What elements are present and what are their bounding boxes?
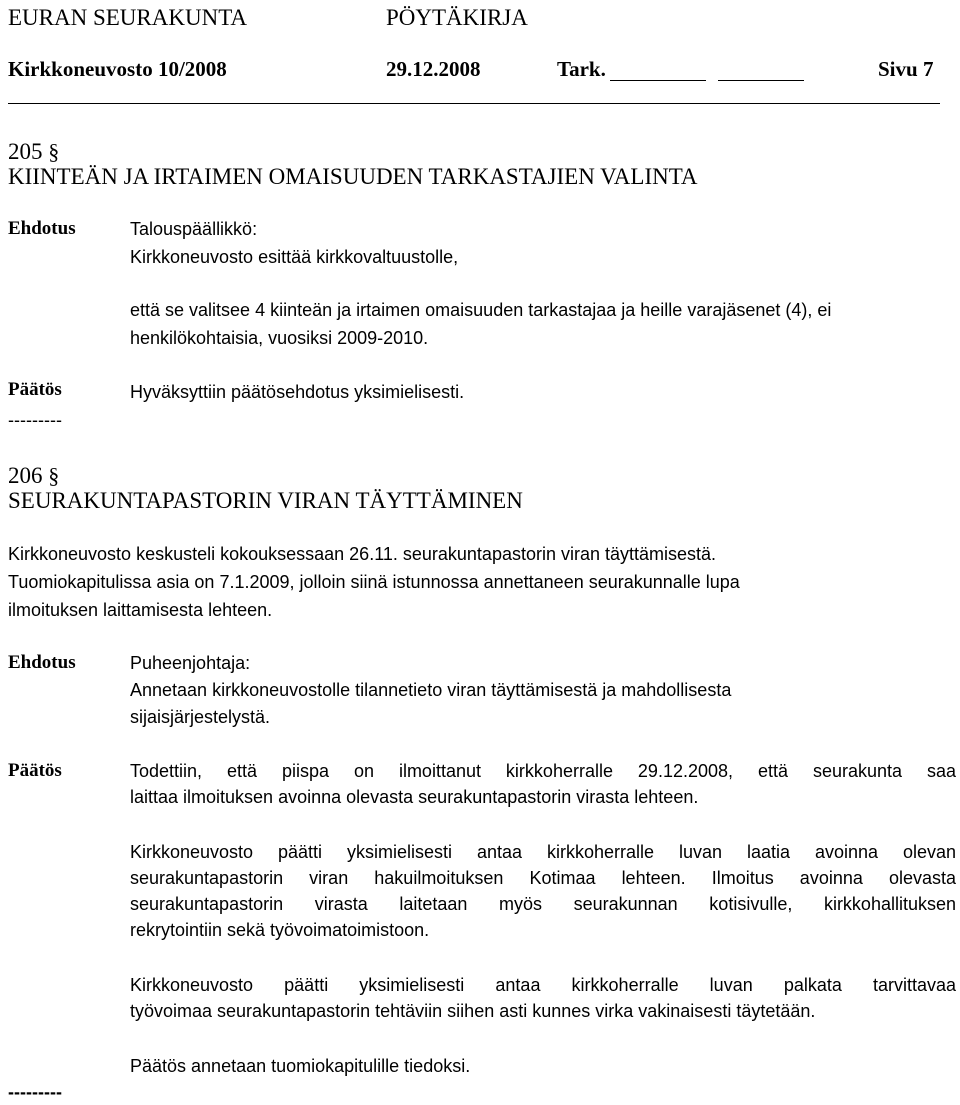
paatos-paragraph-1 <box>130 758 956 810</box>
meeting-body: Kirkkoneuvosto 10/2008 <box>8 57 227 81</box>
doc-type: PÖYTÄKIRJA <box>386 5 528 30</box>
meeting-date: 29.12.2008 <box>386 57 481 81</box>
paatos-paragraph-4: Päätös annetaan tuomiokapitulille tiedoksi. <box>130 1056 471 1076</box>
ehdotus-line: henkilökohtaisia, vuosiksi 2009-2010. <box>130 328 429 348</box>
section-206-number: 206 § <box>8 463 60 488</box>
checked-label: Tark. <box>557 57 606 81</box>
ehdotus-label: Ehdotus <box>8 652 76 673</box>
paragraph-line: Kirkkoneuvosto päätti yksimielisesti antaa kirkkoherralle luvan laatia avoinna olevan <box>130 842 956 862</box>
header-rule <box>8 103 940 104</box>
paragraph-line: Kirkkoneuvosto päätti yksimielisesti antaa kirkkoherralle luvan palkata tarvittavaa <box>130 975 956 995</box>
section-end-dashes: --------- <box>8 410 62 430</box>
section-symbol: § <box>48 463 60 488</box>
org-name: EURAN SEURAKUNTA <box>8 5 248 30</box>
paragraph-line: rekrytointiin sekä työvoimatoimistoon. <box>130 920 430 940</box>
intro-line: ilmoituksen laittamisesta lehteen. <box>8 600 273 620</box>
section-206-title: SEURAKUNTAPASTORIN VIRAN TÄYTTÄMINEN <box>8 488 523 513</box>
paragraph-line: työvoimaa seurakuntapastorin tehtäviin siihen asti kunnes virka vakinaisesti täytetään. <box>130 1001 816 1021</box>
section-end-dashes: --------- <box>8 1082 62 1102</box>
paatos-label: Päätös <box>8 379 62 400</box>
ehdotus-line: Kirkkoneuvosto esittää kirkkovaltuustolle, <box>130 247 459 267</box>
section-205-number: 205 § <box>8 139 60 164</box>
ehdotus-line: Talouspäällikkö: <box>130 219 258 239</box>
ehdotus-line: sijaisjärjestelystä. <box>130 707 271 727</box>
ehdotus-line: että se valitsee 4 kiinteän ja irtaimen omaisuuden tarkastajaa ja heille varajäsenet (4), ei <box>130 300 832 320</box>
paatos-label: Päätös <box>8 760 62 781</box>
ehdotus-line: Annetaan kirkkoneuvostolle tilannetieto viran täyttämisestä ja mahdollisesta <box>130 680 732 700</box>
section-symbol: § <box>48 139 60 164</box>
ehdotus-label: Ehdotus <box>8 218 76 239</box>
paatos-text: Hyväksyttiin päätösehdotus yksimielisesti. <box>130 382 465 402</box>
intro-line: Kirkkoneuvosto keskusteli kokouksessaan 26.11. seurakuntapastorin viran täyttämisestä. <box>8 544 717 564</box>
ehdotus-line: Puheenjohtaja: <box>130 653 251 673</box>
paatos-paragraph-2 <box>130 839 956 943</box>
paatos-paragraph-3 <box>130 972 956 1024</box>
signature-line-1 <box>610 80 706 81</box>
signature-line-2 <box>718 80 804 81</box>
paragraph-line: laittaa ilmoituksen avoinna olevasta seurakuntapastorin virasta lehteen. <box>130 787 699 807</box>
page-number: Sivu 7 <box>878 57 934 81</box>
intro-line: Tuomiokapitulissa asia on 7.1.2009, jolloin siinä istunnossa annettaneen seurakunnalle lupa <box>8 572 740 592</box>
paragraph-line: Todettiin, että piispa on ilmoittanut kirkkoherralle 29.12.2008, että seurakunta saa <box>130 761 956 781</box>
paragraph-line: seurakuntapastorin virasta laitetaan myös seurakunnan kotisivulle, kirkkohallituksen <box>130 894 956 914</box>
paragraph-line: seurakuntapastorin viran hakuilmoituksen Kotimaa lehteen. Ilmoitus avoinna olevasta <box>130 868 956 888</box>
section-205-title: KIINTEÄN JA IRTAIMEN OMAISUUDEN TARKASTAJIEN VALINTA <box>8 164 698 189</box>
